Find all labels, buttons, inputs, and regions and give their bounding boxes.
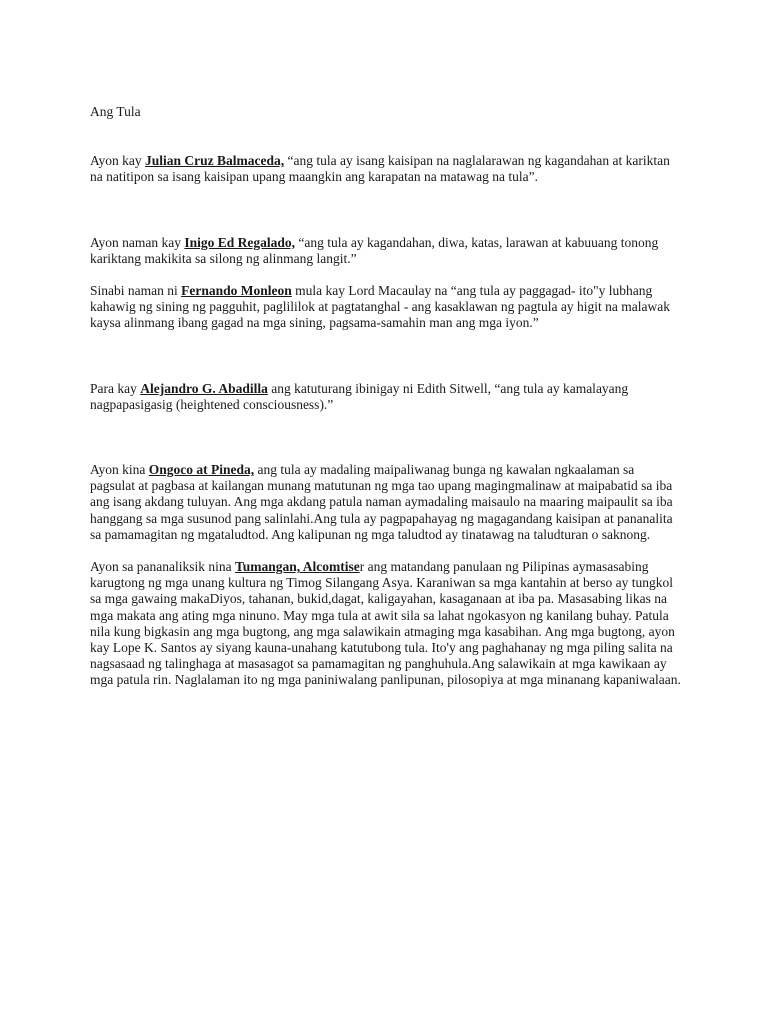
author-name: Ongoco at Pineda, — [148, 462, 255, 478]
paragraph-body: “ang tula ay kagandahan, diwa, katas, larawan at kabuuang tonong kariktang makikita sa silong ng alinmang langit.” — [90, 234, 659, 266]
paragraph-intro: Ayon naman kay — [90, 234, 185, 250]
paragraph-body: ang tula ay madaling maipaliwanag bunga ng kawalan ngkaalaman sa pagsulat at pagbasa at kailangan munang matutunan ng mga tao upang magingmalinaw at maipabatid sa iba ang isang akdang tuluyan. Ang mga akdang patula naman aymadaling maisaulo na maaring maipaulit sa iba hanggang sa mga susunod pang salinlahi.Ang tula ay pagpapahayag ng magagandang kaisipan at pananalita sa pamamagitan ng mgataludtod. Ang kalipunan ng mga taludtod ay tinatawag na taludturan o saknong. — [90, 462, 673, 542]
paragraph-tumangan-alcomtiser — [90, 559, 682, 689]
paragraph-body: ang katuturang ibinigay ni Edith Sitwell, “ang tula ay kamalayang nagpapasigasig (heightened consciousness).” — [90, 380, 629, 412]
paragraph-intro: Ayon kay — [90, 153, 146, 169]
paragraph-body: r ang matandang panulaan ng Pilipinas aymasasabing karugtong ng mga unang kultura ng Timog Silangang Asya. Karaniwan sa mga kantahin at berso ay tungkol sa mga gawaing makaDiyos, tahanan, bukid,dagat, kaligayahan, kasaganaan at iba pa. Masasabing likas na mga makata ang ating mga ninuno. May mga tula at awit sila sa lahat ngokasyon ng kanilang buhay. Patula nila kung bigkasin ang mga bugtong, ang mga salawikain atmaging mga kasabihan. Ang mga bugtong, ayon kay Lope K. Santos ay siyang kauna-unahang katutubong tula. Ito'y ang paghahanay ng mga piling salita na nagsasaad ng talinghaga at masasagot sa pamamagitan ng panghuhula.Ang salawikain at mga kawikaan ay mga patula rin. Naglalaman ito ng mga paniniwalang panlipunan, pilosopiya at mga minanang kapaniwalaan. — [90, 559, 681, 688]
author-name: Inigo Ed Regalado, — [184, 234, 296, 250]
paragraph-monleon — [90, 283, 682, 332]
paragraph-intro: Ayon kina — [90, 462, 149, 478]
paragraph-regalado — [90, 235, 682, 267]
author-name: Fernando Monleon — [181, 283, 292, 299]
paragraph-balmaceda — [90, 153, 682, 185]
document-page — [90, 104, 682, 689]
author-name: Alejandro G. Abadilla — [140, 380, 268, 396]
paragraph-body: mula kay Lord Macaulay na “ang tula ay paggagad- ito"y lubhang kahawig ng sining ng pagguhit, paglililok at pagtatanghal - ang kasaklawan ng pagtula ay higit na malawak kaysa alinmang ibang gagad na mga sining, pagsama-samahin man ang mga iyon.” — [90, 283, 670, 331]
author-name: Julian Cruz Balmaceda, — [145, 153, 285, 169]
document-title: Ang Tula — [90, 104, 141, 119]
paragraph-intro: Sinabi naman ni — [90, 283, 182, 299]
paragraph-ongoco-pineda — [90, 462, 682, 543]
paragraph-abadilla — [90, 381, 682, 413]
paragraph-body: “ang tula ay isang kaisipan na naglalarawan ng kagandahan at kariktan na natitipon sa isang kaisipan upang maangkin ang karapatan na matawag na tula”. — [90, 153, 670, 185]
author-name: Tumangan, Alcomtise — [234, 559, 360, 575]
paragraph-intro: Para kay — [90, 380, 141, 396]
paragraph-intro: Ayon sa pananaliksik nina — [90, 559, 235, 575]
